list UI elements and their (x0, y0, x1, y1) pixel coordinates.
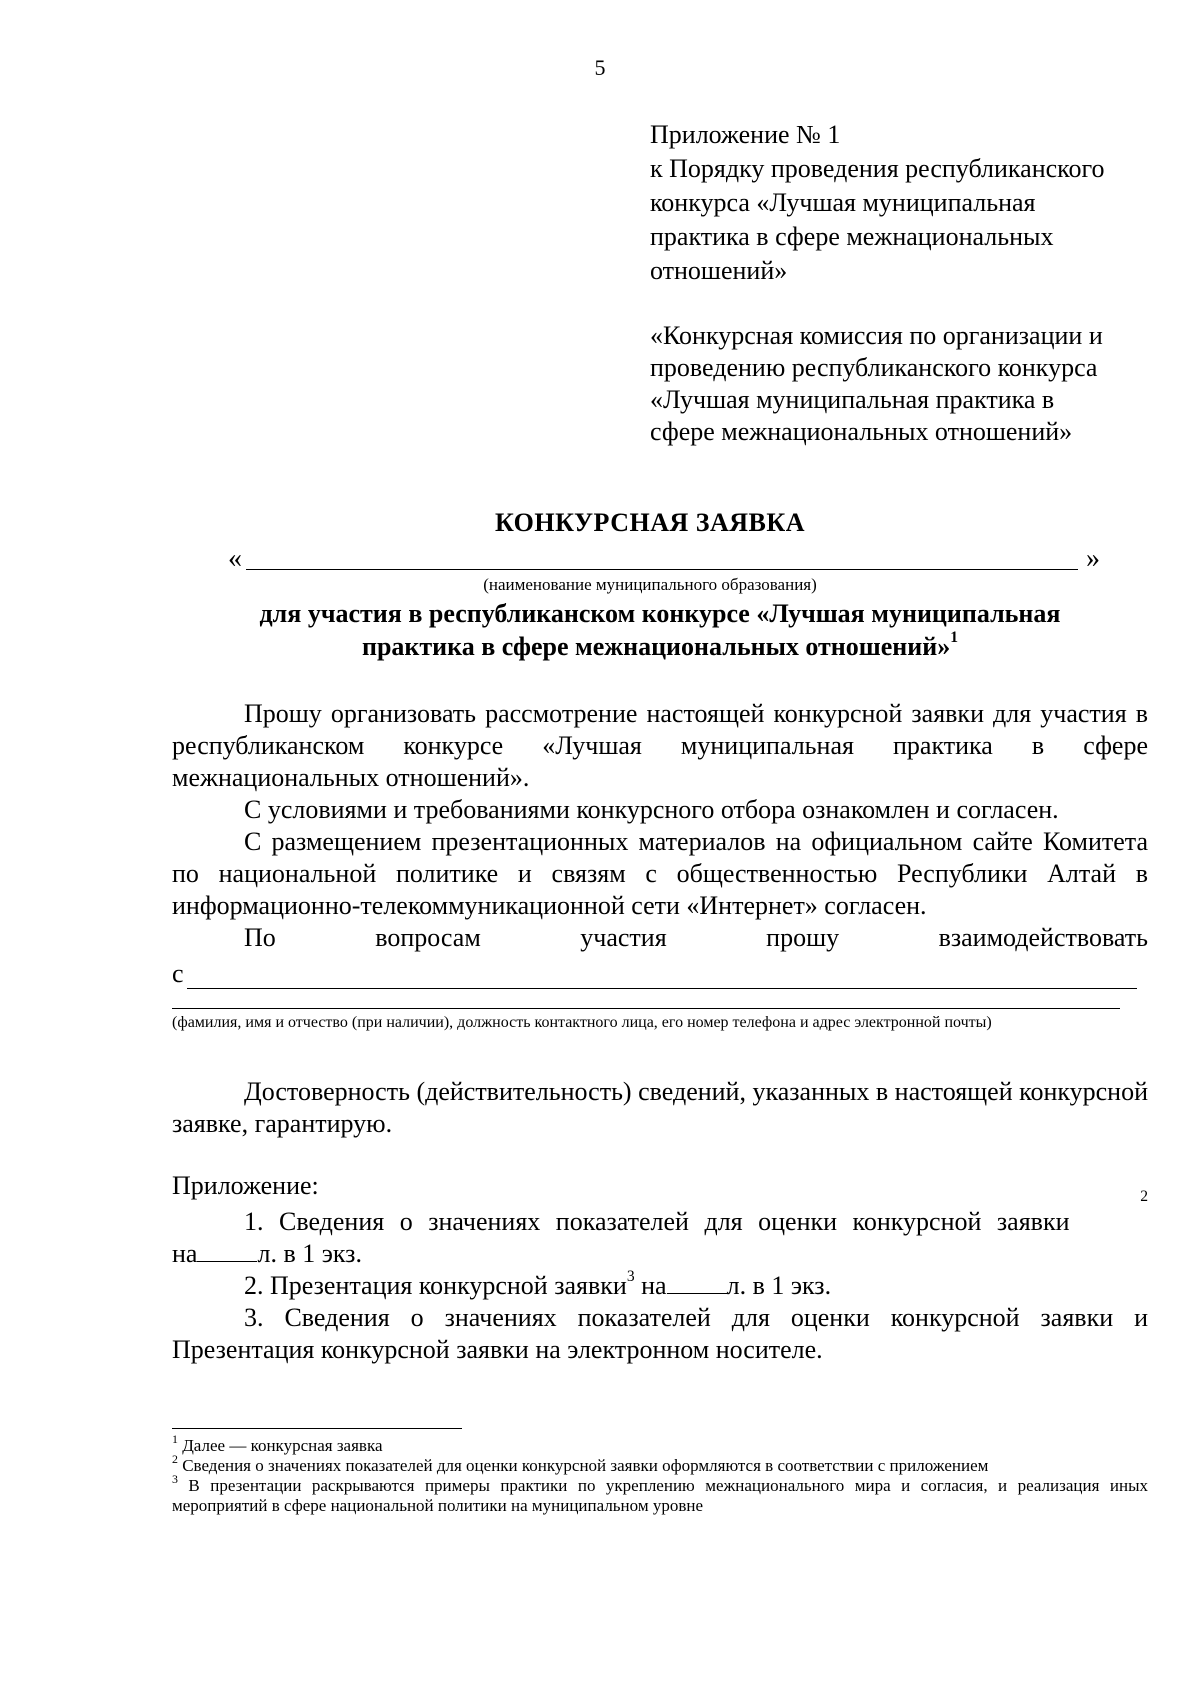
word: прошу (766, 923, 840, 952)
appendix-header (650, 118, 1104, 288)
paragraph-request: Прошу организовать рассмотрение настоящей конкурсной заявки для участия в республиканском конкурсе «Лучшая муниципальная практика в сфере межнациональных отношений». (172, 699, 1148, 792)
word: участия (580, 923, 667, 952)
footnote-text: В презентации раскрываются примеры практики по укреплению межнационального мира и согласия, и реализация иных мероприятий в сфере национальной политики на муниципальном уровне (172, 1476, 1148, 1515)
footnote-1 (172, 1432, 1148, 1456)
document-title: КОНКУРСНАЯ ЗАЯВКА (494, 508, 806, 537)
attachment-1-tail: л. в 1 экз. (257, 1239, 362, 1268)
attachment-item-1-sheets (172, 1238, 1148, 1270)
appendix-line: к Порядку проведения республиканского (650, 154, 1105, 183)
attachment-item-1 (244, 1188, 1148, 1238)
footnote-2 (172, 1452, 1148, 1476)
subtitle-line (160, 630, 1160, 663)
addressee-line: сфере межнациональных отношений» (650, 417, 1073, 446)
attachment-item-3: 3. Сведения о значениях показателей для оценки конкурсной заявки и Презентация конкурсной заявки на электронном носителе. (172, 1303, 1148, 1364)
footnote-mark: 3 (172, 1472, 178, 1487)
paragraph-publication-consent: С размещением презентационных материалов на официальном сайте Комитета по национальной политике и связям с общественностью Республики Алтай в информационно-телекоммуникационной сети «Интернет» согласен. (172, 827, 1148, 920)
addressee-line: проведению республиканского конкурса (650, 353, 1098, 382)
word: вопросам (375, 923, 481, 952)
attachments-heading: Приложение: (172, 1171, 319, 1200)
word: взаимодействовать (938, 923, 1148, 952)
contact-blank-line-2[interactable] (172, 1008, 1120, 1009)
close-quote: » (1086, 543, 1100, 574)
addressee-block (650, 320, 1103, 448)
attachment-1-on: на (172, 1239, 198, 1268)
paragraph-guarantee: Достоверность (действительность) сведений, указанных в настоящей конкурсной заявке, гарантирую. (172, 1077, 1148, 1138)
footnote-ref: 3 (626, 1268, 635, 1286)
municipality-name-field[interactable] (228, 542, 1100, 576)
footnote-text: Сведения о значениях показателей для оценки конкурсной заявки оформляются в соответствии с приложением (182, 1456, 989, 1475)
appendix-line: конкурса «Лучшая муниципальная (650, 188, 1036, 217)
municipality-blank-line (246, 569, 1078, 570)
attachment-2-on: на (634, 1271, 667, 1300)
appendix-line: практика в сфере межнациональных (650, 222, 1054, 251)
contact-with-label: с (172, 959, 184, 988)
contact-caption: (фамилия, имя и отчество (при наличии), должность контактного лица, его номер телефона и адрес электронной почты) (172, 1014, 992, 1031)
footnotes (172, 1432, 1148, 1516)
word: По (244, 923, 276, 952)
attachment-2-tail: л. в 1 экз. (726, 1271, 832, 1300)
footnote-mark: 2 (172, 1452, 178, 1467)
open-quote: « (228, 543, 242, 574)
attachment-1-sheet-count-field[interactable] (197, 1239, 257, 1262)
attachment-1-text (244, 1206, 1140, 1238)
subtitle-text: практика в сфере межнациональных отношений» (361, 632, 951, 661)
contact-blank-line (187, 988, 1137, 989)
page-number: 5 (594, 55, 606, 80)
paragraph-contact-intro (244, 922, 1148, 954)
subtitle-line: для участия в республиканском конкурсе «Лучшая муниципальная (259, 599, 1061, 628)
document-subtitle (160, 597, 1160, 663)
attachment-1-label: 1. Сведения о значениях показателей для оценки конкурсной заявки (244, 1207, 1070, 1236)
footnote-ref: 1 (950, 629, 959, 647)
footnote-3 (172, 1472, 1148, 1516)
footnote-separator (172, 1428, 462, 1429)
footnote-mark: 1 (172, 1432, 178, 1447)
appendix-line: отношений» (650, 256, 788, 285)
attachment-2-sheet-count-field[interactable] (667, 1271, 727, 1294)
addressee-line: «Лучшая муниципальная практика в (650, 385, 1055, 414)
addressee-line: «Конкурсная комиссия по организации и (650, 321, 1103, 350)
footnote-text: Далее — конкурсная заявка (182, 1436, 383, 1455)
contact-person-field[interactable] (172, 958, 1137, 992)
attachment-2-text: 2. Презентация конкурсной заявки (244, 1271, 627, 1300)
attachment-item-2 (244, 1270, 1200, 1302)
footnote-ref: 2 (1140, 1188, 1148, 1206)
municipality-caption: (наименование муниципального образования) (483, 575, 817, 594)
appendix-line: Приложение № 1 (650, 120, 841, 149)
paragraph-conditions: С условиями и требованиями конкурсного отбора ознакомлен и согласен. (244, 795, 1059, 824)
